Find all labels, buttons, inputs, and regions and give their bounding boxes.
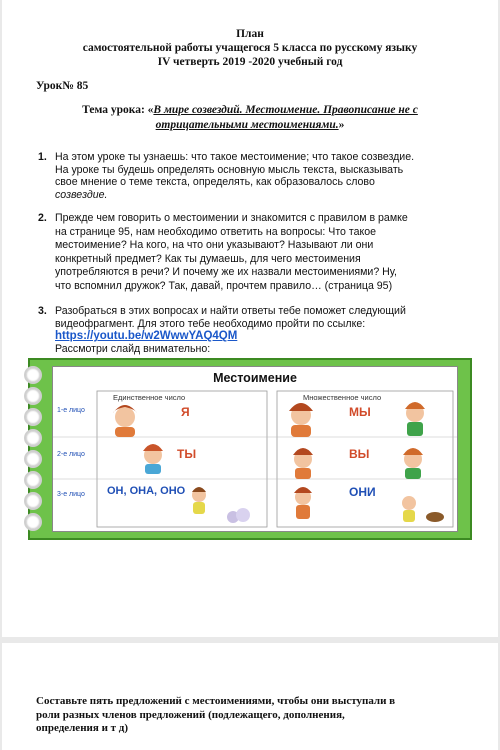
lesson-number: Урок№ 85 [36, 80, 89, 92]
list-item: 2. Прежде чем говорить о местоимении и знакомится с правилом в рамке на странице 95, нам необходимо ответить на вопросы: Что такое местоимение? На кого, на что они указывают? Называют ли они конкретный предмет? Как ты думаешь, для чего местоимения употребляются в речи? И почему же их назвали местоимениями? Ну, что вспомнил дружок? Так, давай, прочтем правило… (страница 95) [38, 212, 408, 292]
slide-canvas [52, 366, 458, 532]
pronoun-oni: ОНИ [349, 485, 376, 499]
pronoun-ty: ТЫ [177, 447, 197, 461]
task-text: Составьте пять предложений с местоимениями, чтобы они выступали в роли разных членов предложений (подлежащего, дополнения, определения и т д) [36, 695, 396, 735]
person-label: 1-е лицо [57, 407, 85, 414]
girl-icon [143, 444, 163, 474]
plural-header: Множественное число [303, 393, 382, 402]
spiral-binding [24, 366, 42, 534]
person-label: 2-е лицо [57, 451, 85, 458]
slide-grid [53, 367, 457, 531]
plan-period: IV четверть 2019 -2020 учебный год [157, 56, 343, 68]
plan-title: План [236, 28, 264, 40]
pronoun-my: МЫ [349, 405, 371, 419]
video-link[interactable]: https://youtu.be/w2WwwYAQ4QM [55, 330, 238, 343]
list-item: 1. На этом уроке ты узнаешь: что такое местоимение; что такое созвездие. На уроке ты будешь определять основную мысль текста, высказывать свое мнение о теме текста, определять, как образовалось слово созвездие. [38, 151, 415, 201]
pronoun-slide [28, 358, 472, 540]
lesson-topic: Тема урока: «В мире созвездий. Местоимение. Правописание не с отрицательными местоимениями.» [82, 104, 418, 131]
pronoun-on-ona-ono: ОН, ОНА, ОНО [107, 485, 186, 497]
pronoun-vy: ВЫ [349, 447, 370, 461]
person-label: 3-е лицо [57, 491, 85, 498]
woman-icon [113, 405, 137, 437]
pronoun-ya: Я [181, 405, 190, 419]
slide-title: Местоимение [213, 371, 297, 385]
plan-subtitle: самостоятельной работы учащегося 5 класса по русскому языку [82, 42, 418, 54]
child-icon [192, 487, 250, 523]
list-item: 3. Разобраться в этих вопросах и найти ответы тебе поможет следующий видеофрагмент. Для этого тебе необходимо пройти по ссылке: https://youtu.be/w2WwwYAQ4QM Рассмотри слайд внимательно: [38, 305, 406, 355]
singular-header: Единственное число [113, 393, 186, 402]
